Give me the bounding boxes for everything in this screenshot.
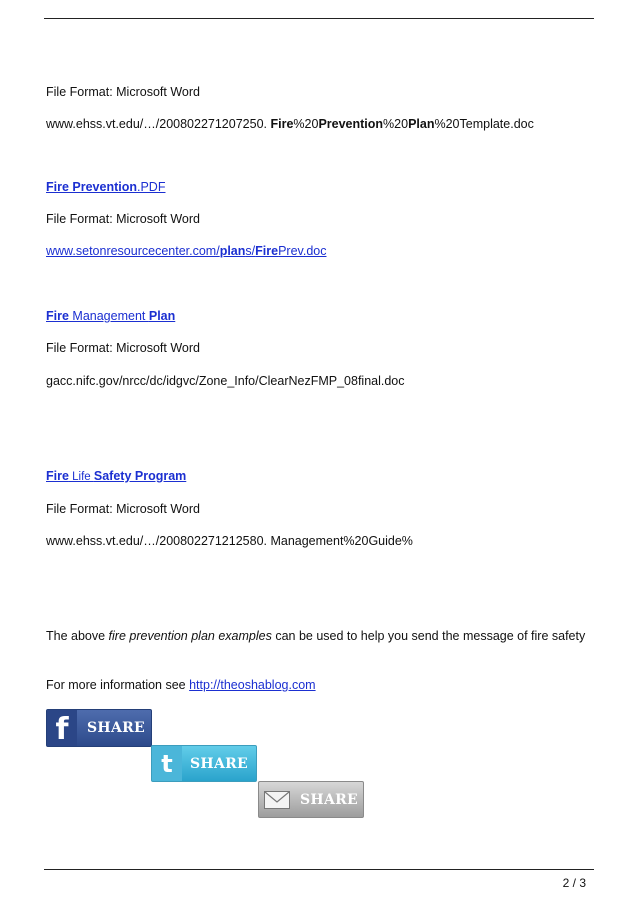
closing-paragraph: The above fire prevention plan examples can be used to help you send the message of fire safety — [46, 629, 586, 643]
entry-1-format: File Format: Microsoft Word — [46, 85, 200, 99]
facebook-share-label: SHARE — [87, 720, 146, 736]
header-rule — [44, 18, 594, 19]
twitter-t-icon: t — [152, 746, 182, 781]
envelope-icon — [262, 782, 292, 817]
twitter-share-button[interactable] — [151, 745, 257, 782]
email-share-label: SHARE — [300, 791, 359, 808]
twitter-share-label: SHARE — [190, 755, 249, 772]
email-share-button[interactable] — [258, 781, 364, 818]
entry-4-url: www.ehss.vt.edu/…/200802271212580. Management%20Guide% — [46, 534, 413, 548]
entry-1-url: www.ehss.vt.edu/…/200802271207250. Fire%20Prevention%20Plan%20Template.doc — [46, 117, 534, 131]
more-info-line: For more information see http://theoshablog.com — [46, 678, 316, 692]
facebook-share-button[interactable] — [46, 709, 152, 747]
entry-2-title-link[interactable]: Fire Prevention.PDF — [46, 180, 166, 194]
facebook-f-icon: f — [47, 710, 77, 746]
entry-2-url-link[interactable]: www.setonresourcecenter.com/plans/FirePrev.doc — [46, 244, 327, 258]
entry-3-title-link[interactable]: Fire Management Plan — [46, 309, 176, 323]
entry-4-format: File Format: Microsoft Word — [46, 502, 200, 516]
theoshablog-link[interactable]: http://theoshablog.com — [189, 678, 316, 692]
footer-rule — [44, 869, 594, 870]
entry-4-title-link[interactable]: Fire Life Safety Program — [46, 469, 187, 483]
entry-3-url: gacc.nifc.gov/nrcc/dc/idgvc/Zone_Info/ClearNezFMP_08final.doc — [46, 374, 405, 388]
page-number: 2 / 3 — [562, 876, 586, 890]
entry-3-format: File Format: Microsoft Word — [46, 341, 200, 355]
entry-2-format: File Format: Microsoft Word — [46, 212, 200, 226]
